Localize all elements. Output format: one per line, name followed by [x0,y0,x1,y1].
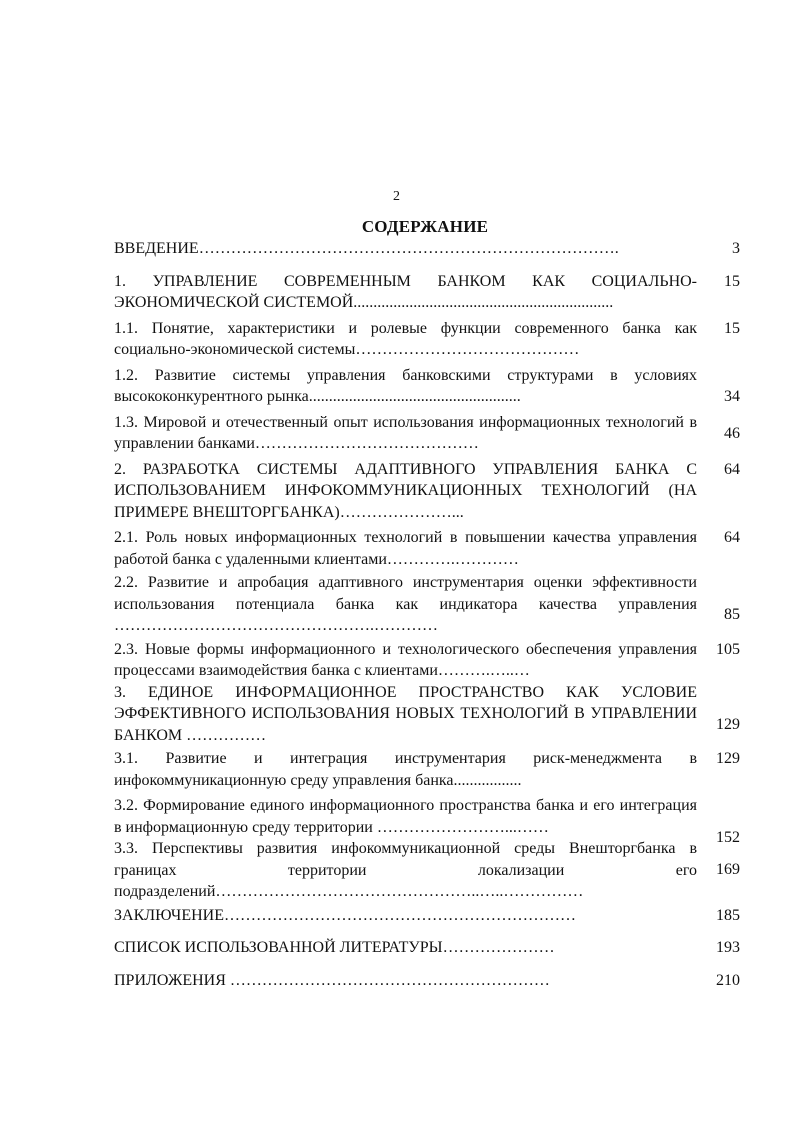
toc-entry-page: 34 [724,387,740,405]
toc-entry-page: 105 [716,640,740,658]
page-number: 2 [393,189,400,204]
toc-entry-page: 3 [732,240,740,257]
toc-entry-text: 3.1. Развитие и интеграция инструментария риск-менеджмента в инфокоммуникационную среду управления банка................. [114,750,697,789]
toc-entry-text: 1.3. Мировой и отечественный опыт использования информационных технологий в управлении банками…………………………………… [114,413,697,452]
toc-entry-page: 64 [724,529,740,546]
toc-entry-text: ЗАКЛЮЧЕНИЕ………………………………………………………… [114,906,576,924]
toc-entry-appendices [114,970,740,992]
toc-entry-text: 1.1. Понятие, характеристики и ролевые функции современного банка как социально-экономической системы…………………………………… [114,319,697,358]
toc-entry-page: 193 [716,939,740,956]
toc-entry-page: 185 [716,906,740,924]
toc-entry-page: 64 [724,460,740,478]
toc-entry-text: 2.3. Новые формы информационного и технологического обеспечения управления процессами взаимодействия банка с клиентами……….…..… [114,640,697,679]
toc-entry-2-1 [114,527,740,570]
toc-entry-references [114,937,740,959]
toc-entry-page: 129 [716,715,740,733]
toc-entry-text: СПИСОК ИСПОЛЬЗОВАННОЙ ЛИТЕРАТУРЫ………………… [114,939,555,956]
toc-entry-chapter-3 [114,682,740,747]
toc-entry-conclusion [114,905,740,927]
toc-entry-page: 46 [724,424,740,442]
toc-entry-chapter-2 [114,459,740,524]
toc-entry-3-2 [114,795,740,846]
table-of-contents [114,234,740,991]
toc-entry-text: 2.2. Развитие и апробация адаптивного инструментария оценки эффективности использования потенциала банка как индикатора качества управления ………………………………………….………… [114,574,697,634]
toc-entry-page: 85 [724,606,740,623]
toc-entry-page: 129 [716,750,740,767]
toc-entry-text: ВВЕДЕНИЕ……………………………………………………………………. [114,240,619,257]
toc-entry-introduction [114,238,740,260]
toc-entry-1-1 [114,318,740,361]
toc-entry-text: 1. УПРАВЛЕНИЕ СОВРЕМЕННЫМ БАНКОМ КАК СОЦИАЛЬНО-ЭКОНОМИЧЕСКОЙ СИСТЕМОЙ................................................................. [114,272,697,311]
toc-title: СОДЕРЖАНИЕ [361,217,489,236]
toc-entry-text: 2. РАЗРАБОТКА СИСТЕМЫ АДАПТИВНОГО УПРАВЛЕНИЯ БАНКА С ИСПОЛЬЗОВАНИЕМ ИНФОКОММУНИКАЦИОННЫХ ТЕХНОЛОГИЙ (НА ПРИМЕРЕ ВНЕШТОРГБАНКА)…………………... [114,460,697,521]
toc-entry-text: 3.3. Перспективы развития инфокоммуникационной среды Внешторгбанка в границах территории локализации его подразделений…………………………………………..…..…………… [114,840,697,900]
toc-entry-3-3 [114,838,740,903]
toc-entry-page: 169 [716,861,740,878]
toc-entry-1-3 [114,412,740,455]
toc-entry-text: 1.2. Развитие системы управления банковскими структурами в условиях высококонкурентного рынка..................................................... [114,366,697,405]
toc-entry-3-1 [114,748,740,791]
toc-entry-2-3 [114,639,740,682]
toc-entry-chapter-1 [114,271,740,314]
toc-entry-page: 15 [724,272,740,290]
toc-entry-text: 3. ЕДИНОЕ ИНФОРМАЦИОННОЕ ПРОСТРАНСТВО КАК УСЛОВИЕ ЭФФЕКТИВНОГО ИСПОЛЬЗОВАНИЯ НОВЫХ ТЕХНОЛОГИЙ В УПРАВЛЕНИИ БАНКОМ …………… [114,683,697,744]
toc-entry-text: 2.1. Роль новых информационных технологий в повышении качества управления работой банка с удаленными клиентами………….………… [114,529,697,568]
toc-entry-1-2 [114,365,740,408]
toc-entry-text: 3.2. Формирование единого информационного пространства банка и его интеграция в информационную среду территории ……………………...…… [114,797,697,836]
toc-entry-text: ПРИЛОЖЕНИЯ …………………………………………………… [114,971,550,989]
toc-entry-2-2 [114,572,740,637]
toc-entry-page: 210 [716,971,740,989]
toc-entry-page: 15 [724,319,740,337]
toc-entry-page: 152 [716,829,740,846]
